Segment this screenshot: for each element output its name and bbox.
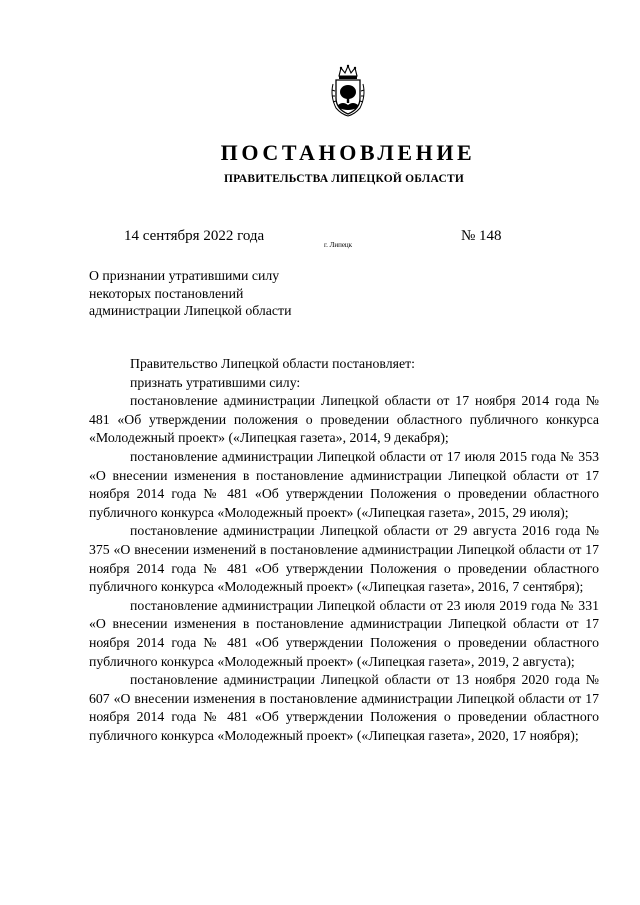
document-heading xyxy=(89,267,369,320)
heading-line: О признании утратившими силу xyxy=(89,268,280,283)
document-title: ПОСТАНОВЛЕНИЕ xyxy=(220,140,476,165)
document-subtitle: ПРАВИТЕЛЬСТВА ЛИПЕЦКОЙ ОБЛАСТИ xyxy=(224,173,464,185)
heading-line: администрации Липецкой области xyxy=(89,303,292,318)
document-date: 14 сентября 2022 года xyxy=(124,228,265,244)
heading-line: некоторых постановлений xyxy=(89,285,244,301)
document-number: № 148 xyxy=(461,228,502,244)
body-paragraph: признать утратившими силу: xyxy=(130,374,301,390)
document-body xyxy=(89,355,599,745)
body-paragraph: постановление администрации Липецкой области от 23 июля 2019 года № 331 «О внесении изменения в постановление администрации Липецкой области от 17 ноября 2014 года № 481 «Об утверждении Положения о проведении областного публичного конкурса «Молодежный проект» («Липецкая газета», 2019, 2 августа); xyxy=(89,597,599,669)
body-paragraph: постановление администрации Липецкой области от 29 августа 2016 года № 375 «О внесении изменений в постановление администрации Липецкой области от 17 ноября 2014 года № 481 «Об утверждении Положения о проведении областного публичного конкурса «Молодежный проект» («Липецкая газета», 2016, 7 сентября); xyxy=(89,523,599,595)
body-paragraph: постановление администрации Липецкой области от 17 июля 2015 года № 353 «О внесении изменения в постановление администрации Липецкой области от 17 ноября 2014 года № 481 «Об утверждении Положения о проведении областного публичного конкурса «Молодежный проект» («Липецкая газета», 2015, 29 июля); xyxy=(89,448,599,520)
body-paragraph: постановление администрации Липецкой области от 17 ноября 2014 года № 481 «Об утверждении положения о проведении областного публичного конкурса «Молодежный проект» («Липецкая газета», 2014, 9 декабря); xyxy=(89,393,599,446)
body-paragraph: Правительство Липецкой области постановляет: xyxy=(130,356,415,371)
document-city: г. Липецк xyxy=(324,241,353,249)
lipetsk-coat-of-arms-icon xyxy=(328,64,368,118)
body-paragraph: постановление администрации Липецкой области от 13 ноября 2020 года № 607 «О внесении изменения в постановление администрации Липецкой области от 17 ноября 2014 года № 481 «Об утверждении Положения о проведении областного публичного конкурса «Молодежный проект» («Липецкая газета», 2020, 17 ноября); xyxy=(89,672,599,743)
